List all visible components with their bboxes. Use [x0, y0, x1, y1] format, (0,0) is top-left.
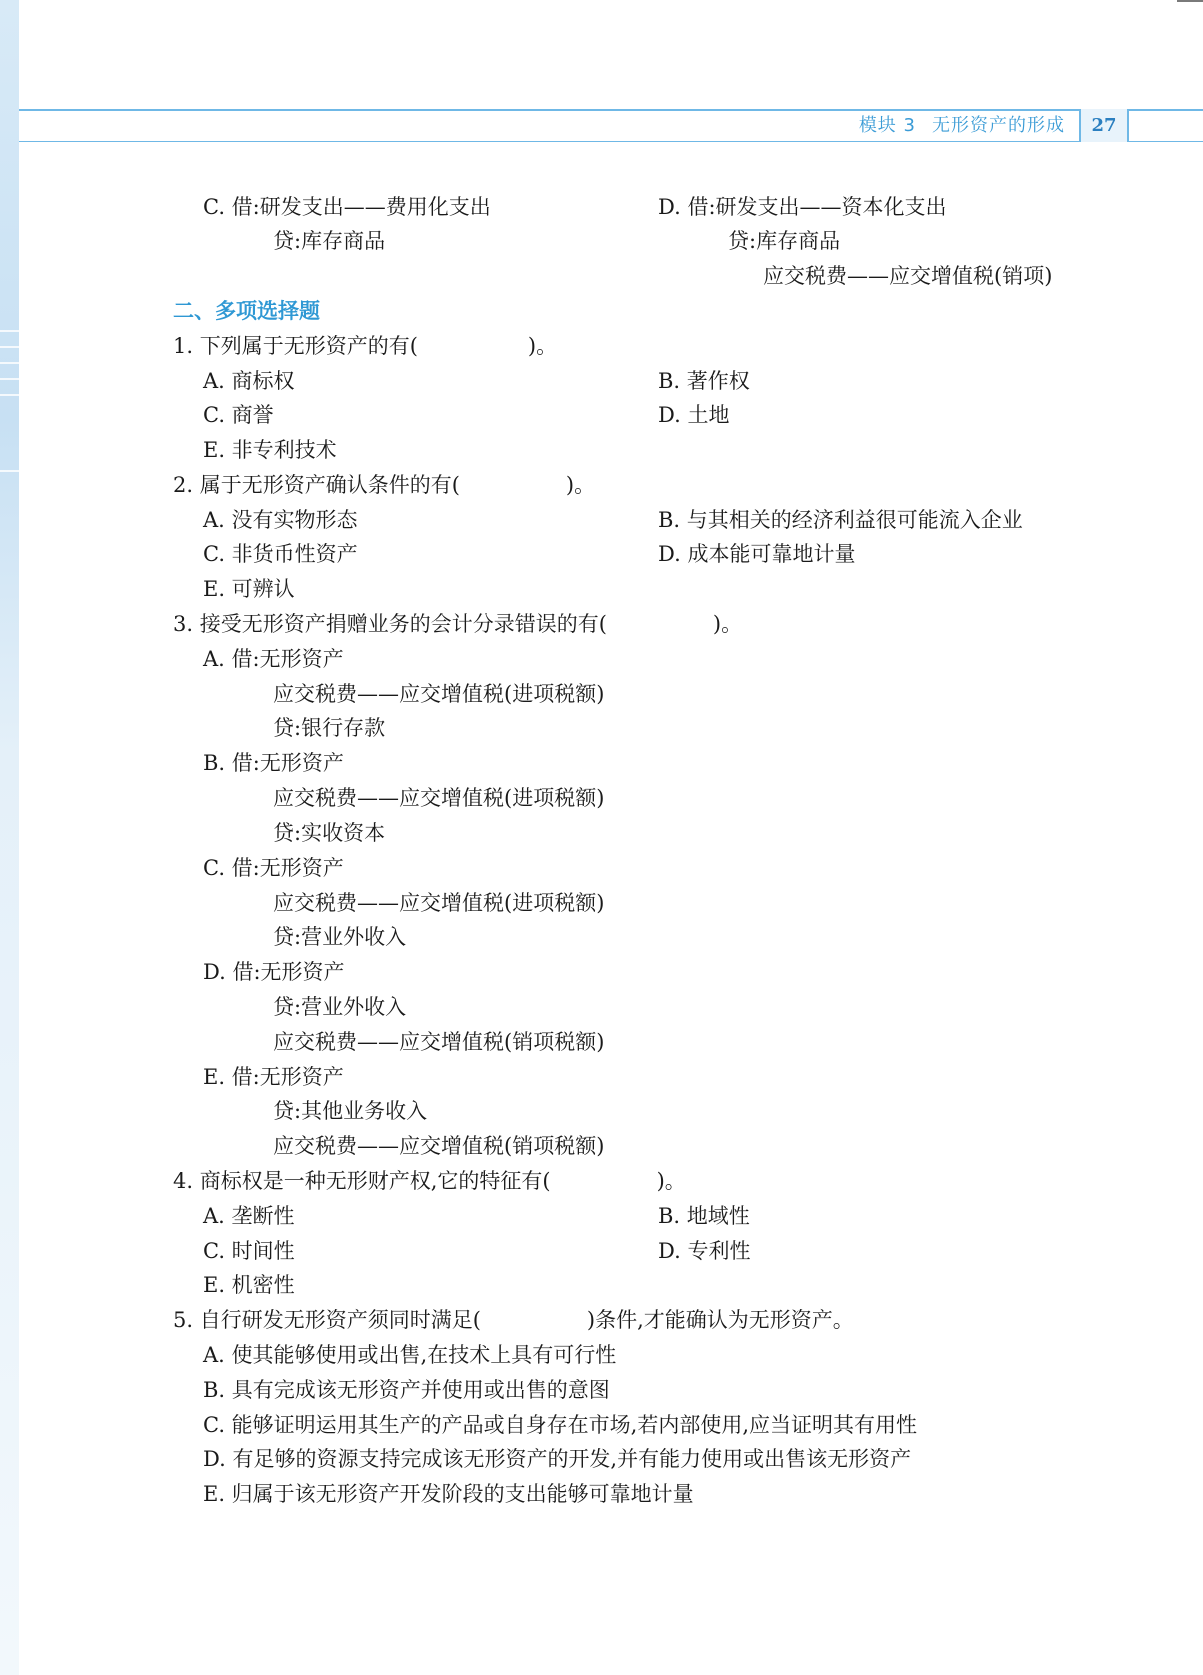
q2-option-c: C. 非货币性资产 [203, 542, 358, 566]
q3-option-b-line2: 应交税费——应交增值税(进项税额) [273, 786, 605, 810]
q2-option-d: D. 成本能可靠地计量 [658, 542, 856, 566]
q5-option-e: E. 归属于该无形资产开发阶段的支出能够可靠地计量 [203, 1482, 694, 1506]
q1-option-e: E. 非专利技术 [203, 438, 337, 462]
q5-option-a: A. 使其能够使用或出售,在技术上具有可行性 [203, 1343, 617, 1367]
q3-option-e-line1: E. 借:无形资产 [203, 1065, 344, 1089]
corner-mark [1177, 0, 1203, 2]
q1-option-a: A. 商标权 [203, 369, 295, 393]
q3-option-b-line3: 贷:实收资本 [273, 821, 386, 845]
q5-option-b: B. 具有完成该无形资产并使用或出售的意图 [203, 1378, 610, 1402]
question-1-stem: 1. 下列属于无形资产的有( )。 [173, 334, 558, 358]
q1-option-b: B. 著作权 [658, 369, 750, 393]
q3-option-c-line2: 应交税费——应交增值税(进项税额) [273, 891, 605, 915]
option-c-line1: C. 借:研发支出——费用化支出 [203, 195, 491, 219]
q3-option-a-line2: 应交税费——应交增值税(进项税额) [273, 682, 605, 706]
chapter-title: 无形资产的形成 [932, 115, 1065, 136]
option-d-line3: 应交税费——应交增值税(销项) [763, 264, 1053, 288]
q3-option-a-line3: 贷:银行存款 [273, 716, 386, 740]
q2-option-a: A. 没有实物形态 [203, 508, 358, 532]
q3-option-a-line1: A. 借:无形资产 [203, 647, 344, 671]
q3-option-d-line1: D. 借:无形资产 [203, 960, 345, 984]
q3-option-d-line3: 应交税费——应交增值税(销项税额) [273, 1030, 605, 1054]
decorative-side-strip [0, 0, 19, 1675]
q2-option-e: E. 可辨认 [203, 577, 295, 601]
q4-option-c: C. 时间性 [203, 1239, 295, 1263]
q4-option-b: B. 地域性 [658, 1204, 750, 1228]
question-3-stem: 3. 接受无形资产捐赠业务的会计分录错误的有( )。 [173, 612, 743, 636]
q5-option-c: C. 能够证明运用其生产的产品或自身存在市场,若内部使用,应当证明其有用性 [203, 1413, 918, 1437]
q3-option-e-line3: 应交税费——应交增值税(销项税额) [273, 1134, 605, 1158]
header-rule-top [19, 109, 1203, 111]
page-number: 27 [1079, 109, 1129, 142]
option-c-line2: 贷:库存商品 [273, 229, 386, 253]
q3-option-e-line2: 贷:其他业务收入 [273, 1099, 428, 1123]
option-d-line1: D. 借:研发支出——资本化支出 [658, 195, 947, 219]
header-rule-bottom [19, 141, 1203, 142]
question-4-stem: 4. 商标权是一种无形财产权,它的特征有( )。 [173, 1169, 686, 1193]
module-label: 模块 3 [858, 115, 916, 136]
q1-option-d: D. 土地 [658, 403, 730, 427]
section-title: 二、多项选择题 [173, 299, 320, 323]
q4-option-a: A. 垄断性 [203, 1204, 295, 1228]
question-5-stem: 5. 自行研发无形资产须同时满足( )条件,才能确认为无形资产。 [173, 1308, 854, 1332]
q5-option-d: D. 有足够的资源支持完成该无形资产的开发,并有能力使用或出售该无形资产 [203, 1447, 912, 1471]
q4-option-e: E. 机密性 [203, 1273, 295, 1297]
q3-option-c-line3: 贷:营业外收入 [273, 925, 407, 949]
q3-option-b-line1: B. 借:无形资产 [203, 751, 344, 775]
question-2-stem: 2. 属于无形资产确认条件的有( )。 [173, 473, 596, 497]
q4-option-d: D. 专利性 [658, 1239, 751, 1263]
running-header [859, 112, 1065, 140]
q3-option-d-line2: 贷:营业外收入 [273, 995, 407, 1019]
q3-option-c-line1: C. 借:无形资产 [203, 856, 344, 880]
q2-option-b: B. 与其相关的经济利益很可能流入企业 [658, 508, 1023, 532]
q1-option-c: C. 商誉 [203, 403, 274, 427]
option-d-line2: 贷:库存商品 [728, 229, 841, 253]
